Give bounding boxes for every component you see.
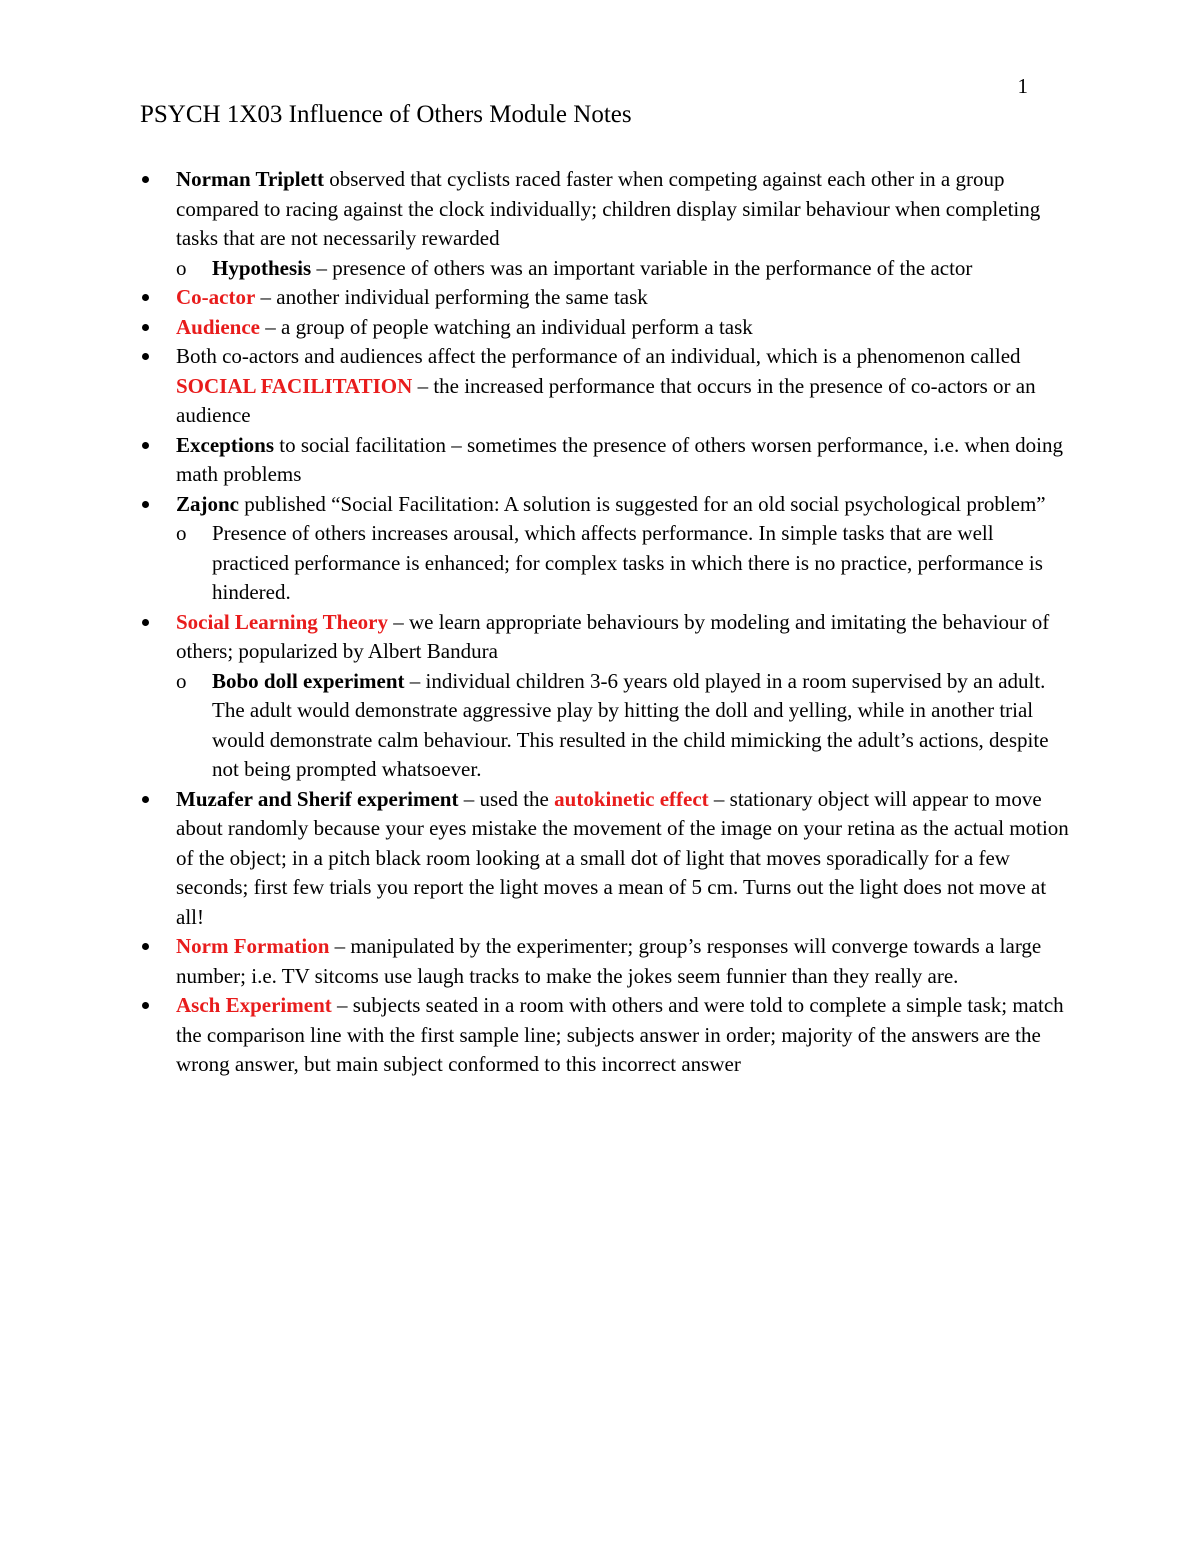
note-text: – manipulated by the experimenter; group’s responses will converge towards a large number; i.e. TV sitcoms use laugh tracks to make the jokes seem funnier than they really are. [176,934,1042,988]
term-autokinetic-effect: autokinetic effect [554,786,709,811]
note-norman-triplett [140,165,1070,283]
sub-note-arousal [176,519,1070,608]
note-audience [140,313,1070,343]
note-text: to social facilitation – sometimes the presence of others worsen performance, i.e. when doing math problems [176,432,1064,486]
sub-list [176,519,1070,608]
bullet-icon [142,442,149,449]
note-exceptions [140,431,1070,490]
note-text: – a group of people watching an individual perform a task [260,314,753,339]
note-text: published “Social Facilitation: A solution is suggested for an old social psychological problem” [239,491,1046,516]
sub-note-text: Presence of others increases arousal, which affects performance. In simple tasks that are well practiced performance is enhanced; for complex tasks in which there is no practice, performance is hindered. [212,521,1043,604]
sub-bullet-icon: o [176,521,187,545]
term-exceptions: Exceptions [176,432,275,457]
note-text: – another individual performing the same task [255,285,648,309]
bullet-icon [142,501,149,508]
sub-bullet-icon: o [176,668,187,693]
term-norm-formation: Norm Formation [176,934,330,958]
bullet-icon [142,176,149,183]
note-text: – subjects seated in a room with others and were told to complete a simple task; match the comparison line with the first sample line; subjects answer in order; majority of the answers are the wrong answer, but main subject conformed to this incorrect answer [176,993,1064,1076]
note-text: – used the [458,786,555,811]
note-text-after: – stationary object will appear to move about randomly because your eyes mistake the movement of the image on your retina as the actual motion of the object; in a pitch black room looking at a small dot of light that moves sporadically for a few seconds; first few trials you report the light moves a mean of 5 cm. Turns out the light does not move at all! [176,786,1069,929]
notes-list [140,165,1070,1080]
term-hypothesis: Hypothesis [212,255,312,280]
term-bobo-doll-experiment: Bobo doll experiment [212,668,405,693]
note-social-learning-theory [140,608,1070,785]
sub-note-hypothesis [176,254,1070,284]
page-title: PSYCH 1X03 Influence of Others Module Notes [140,101,632,128]
bullet-icon [142,1002,149,1009]
term-social-facilitation: SOCIAL FACILITATION [176,373,413,398]
page-number: 1 [1017,74,1028,98]
note-zajonc [140,490,1070,608]
sub-note-text: – individual children 3-6 years old played in a room supervised by an adult. The adult would demonstrate aggressive play by hitting the doll and yelling, while in another trial would demonstrate calm behaviour. This resulted in the child mimicking the adult’s actions, despite not being prompted whatsoever. [212,668,1049,781]
note-asch-experiment [140,991,1070,1080]
bullet-icon [142,796,149,803]
note-text: observed that cyclists raced faster when competing against each other in a group compared to racing against the clock individually; children display similar behaviour when completing tasks that are not necessarily rewarded [176,167,1041,250]
note-social-facilitation [140,342,1070,431]
term-zajonc: Zajonc [176,491,239,516]
bullet-icon [142,943,149,950]
term-muzafer-sherif: Muzafer and Sherif experiment [176,786,459,811]
note-text: – we learn appropriate behaviours by modeling and imitating the behaviour of others; popularized by Albert Bandura [176,609,1050,663]
term-norman-triplett: Norman Triplett [176,167,324,191]
note-co-actor [140,283,1070,313]
term-asch-experiment: Asch Experiment [176,993,332,1017]
term-social-learning-theory: Social Learning Theory [176,609,388,634]
sub-list [176,254,1070,284]
note-norm-formation [140,932,1070,991]
bullet-icon [142,294,149,301]
sub-note-text: – presence of others was an important variable in the performance of the actor [311,255,973,280]
term-audience: Audience [176,314,260,339]
sub-note-bobo-doll [176,667,1070,785]
note-text: Both co-actors and audiences affect the performance of an individual, which is a phenomenon called [176,344,1021,368]
sub-list [176,667,1070,785]
bullet-icon [142,324,149,331]
note-text-after: – the increased performance that occurs in the presence of co-actors or an audience [176,373,1036,427]
term-co-actor: Co-actor [176,285,256,309]
bullet-icon [142,619,149,626]
bullet-icon [142,353,149,360]
note-muzafer-sherif [140,785,1070,933]
sub-bullet-icon: o [176,255,187,280]
